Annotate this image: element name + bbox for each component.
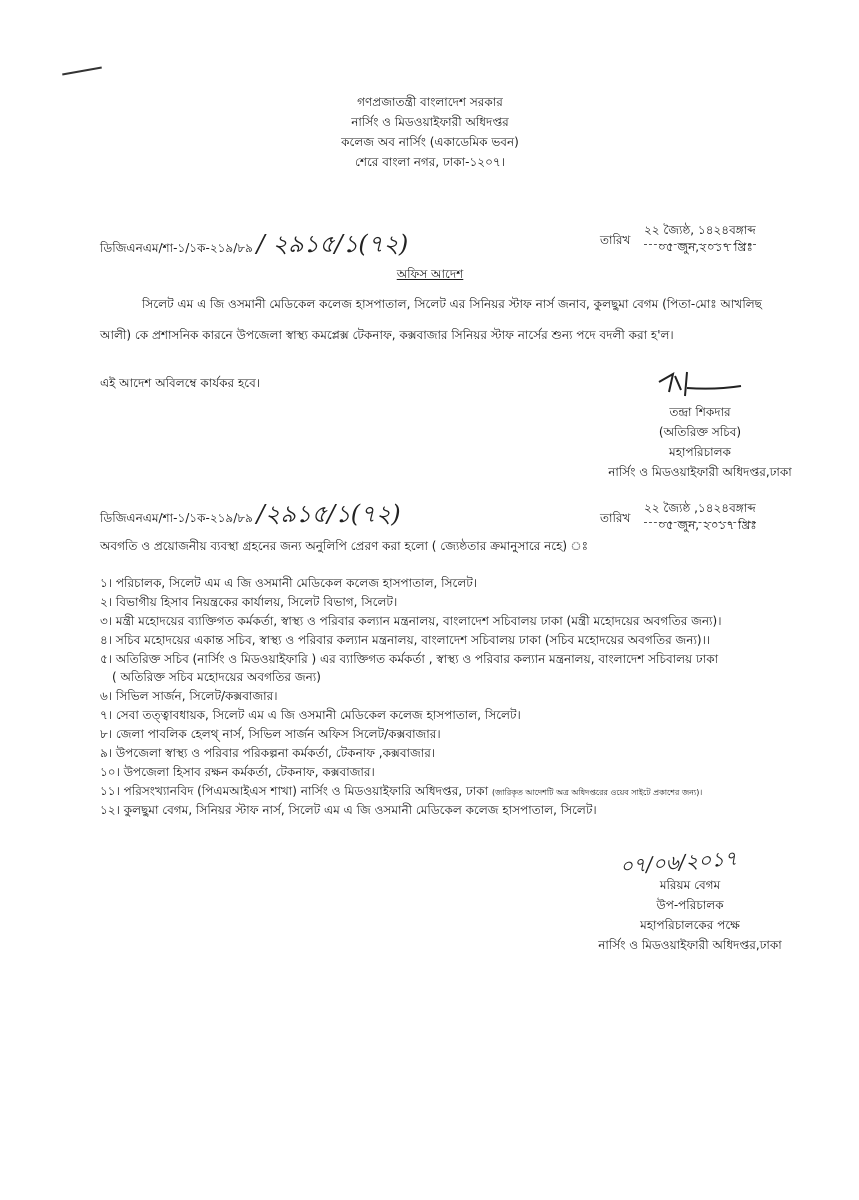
list-item [100, 783, 702, 803]
ref-handwritten: /২৯১৫/১(৭২) [256, 500, 401, 528]
order-title: অফিস আদেশ [396, 267, 464, 281]
date-bengali: ২২ জ্যৈষ্ঠ, ১৪২৪বঙ্গাব্দ [644, 222, 756, 245]
list-item: ৯। উপজেলা স্বাস্থ্য ও পরিবার পরিকল্পনা কর্মকর্তা, টেকনাফ ,কক্সবাজার। [100, 746, 436, 760]
signer-title: মহাপরিচালক [669, 445, 731, 459]
list-item: ১০। উপজেলা হিসাব রক্ষন কর্মকর্তা, টেকনাফ, কক্সবাজার। [100, 765, 375, 779]
letterhead-line: শেরে বাংলা নগর, ঢাকা-১২০৭। [355, 155, 505, 169]
list-item-text: ১১। পরিসংখ্যানবিদ (পিএমআইএস শাখা) নার্সিং ও মিডওয়াইফারি অধিদপ্তর, ঢাকা [100, 784, 489, 798]
letterhead [280, 92, 580, 172]
signer-on-behalf: মহাপরিচালকের পক্ষে [640, 918, 740, 932]
signature-scribble [655, 368, 745, 400]
ref-printed: ডিজিএনএম/শা-১/১ক-২১৯/৮৯ [100, 511, 253, 525]
list-item: ১। পরিচালক, সিলেট এম এ জি ওসমানী মেডিকেল কলেজ হাসপাতাল, সিলেট। [100, 576, 478, 590]
list-item-continuation: ( অতিরিক্ত সচিব মহোদয়ের অবগতির জন্য) [112, 670, 321, 684]
list-item-note: (জারিকৃত আদেশটি অত্র অধিদপ্তরের ওয়েব সাইটে প্রকাশের জন্য)। [491, 788, 703, 797]
signer-office: নার্সিং ও মিডওয়াইফারী অধিদপ্তর,ঢাকা [608, 465, 792, 479]
letterhead-line: নার্সিং ও মিডওয়াইফারী অধিদপ্তর [351, 115, 509, 129]
date-english: ০৫ জুন, ২০১৭ খ্রিঃ [658, 518, 757, 532]
list-item: ৮। জেলা পাবলিক হেলথ্ নার্স, সিভিল সার্জন অফিস সিলেট/কক্সবাজার। [100, 727, 441, 741]
ref-handwritten: / ২৯১৫/১(৭২) [256, 230, 409, 258]
letterhead-line: কলেজ অব নার্সিং (একাডেমিক ভবন) [341, 135, 519, 149]
list-item: ২। বিভাগীয় হিসাব নিয়ন্ত্রকের কার্যালয়, সিলেট বিভাগ, সিলেট। [100, 595, 398, 609]
signer-name: তন্দ্রা শিকদার [669, 405, 731, 419]
copy-reference-number [100, 496, 401, 536]
signer-name: মরিয়ম বেগম [659, 878, 721, 892]
handwritten-signature-date: ০৭/০৬/২০১৭ [619, 845, 739, 879]
date-label: তারিখ [600, 511, 631, 525]
order-effect: এই আদেশ অবিলম্বে কার্যকর হবে। [100, 376, 261, 390]
signer-office: নার্সিং ও মিডওয়াইফারী অধিদপ্তর,ঢাকা [598, 938, 782, 952]
copy-signature-block [560, 875, 820, 955]
letterhead-line: গণপ্রজাতন্ত্রী বাংলাদেশ সরকার [357, 95, 503, 109]
list-item: ৬। সিভিল সার্জন, সিলেট/কক্সবাজার। [100, 689, 278, 703]
list-item: ৭। সেবা তত্ত্বাবধায়ক, সিলেট এম এ জি ওসমানী মেডিকেল কলেজ হাসপাতাল, সিলেট। [100, 708, 521, 722]
order-body-line: সিলেট এম এ জি ওসমানী মেডিকেল কলেজ হাসপাতাল, সিলেট এর সিনিয়র স্টাফ নার্স জনাব, কুলছুমা বেগম (পিতা-মোঃ আখলিছ [142, 297, 762, 311]
reference-number [100, 226, 408, 266]
date-label: তারিখ [600, 233, 631, 247]
signer-rank: (অতিরিক্ত সচিব) [658, 425, 742, 439]
signature-block [580, 402, 820, 482]
list-item: ১২। কুলছুমা বেগম, সিনিয়র স্টাফ নার্স, সিলেট এম এ জি ওসমানী মেডিকেল কলেজ হাসপাতাল, সিলেট। [100, 803, 597, 817]
list-item: ৩। মন্ত্রী মহোদয়ের ব্যাক্তিগত কর্মকর্তা, স্বাস্থ্য ও পরিবার কল্যান মন্ত্রনালয়, বাংলাদেশ সচিবালয় ঢাকা (মন্ত্রী মহোদয়ের অবগতির জন্য)। [100, 614, 722, 628]
order-body-line: আলী) কে প্রশাসনিক কারনে উপজেলা স্বাস্থ্য কমপ্লেক্স টেকনাফ, কক্সবাজার সিনিয়র স্টাফ নার্সের শুন্য পদে বদলী করা হ'ল। [100, 328, 674, 342]
list-item: ৪। সচিব মহোদয়ের একান্ত সচিব, স্বাস্থ্য ও পরিবার কল্যান মন্ত্রনালয়, বাংলাদেশ সচিবালয় ঢাকা (সচিব মহোদয়ের অবগতির জন্য)।। [100, 633, 711, 647]
list-item: ৫। অতিরিক্ত সচিব (নার্সিং ও মিডওয়াইফারি ) এর ব্যাক্তিগত কর্মকর্তা , স্বাস্থ্য ও পরিবার কল্যান মন্ত্রনালয়, বাংলাদেশ সচিবালয় ঢাকা [100, 652, 719, 666]
signer-title: উপ-পরিচালক [656, 898, 724, 912]
ref-printed: ডিজিএনএম/শা-১/১ক-২১৯/৮৯ [100, 241, 253, 255]
copy-intro: অবগতি ও প্রয়োজনীয় ব্যবস্থা গ্রহনের জন্য অনুলিপি প্রেরণ করা হলো ( জ্যেষ্ঠতার ক্রমানুসারে নহে) ঃ [100, 539, 589, 553]
date-bengali: ২২ জ্যৈষ্ঠ ,১৪২৪বঙ্গাব্দ [644, 500, 756, 523]
date-english: ০৫ জুন,২০১৭ খ্রিঃ [658, 240, 753, 254]
pen-mark [62, 67, 102, 76]
